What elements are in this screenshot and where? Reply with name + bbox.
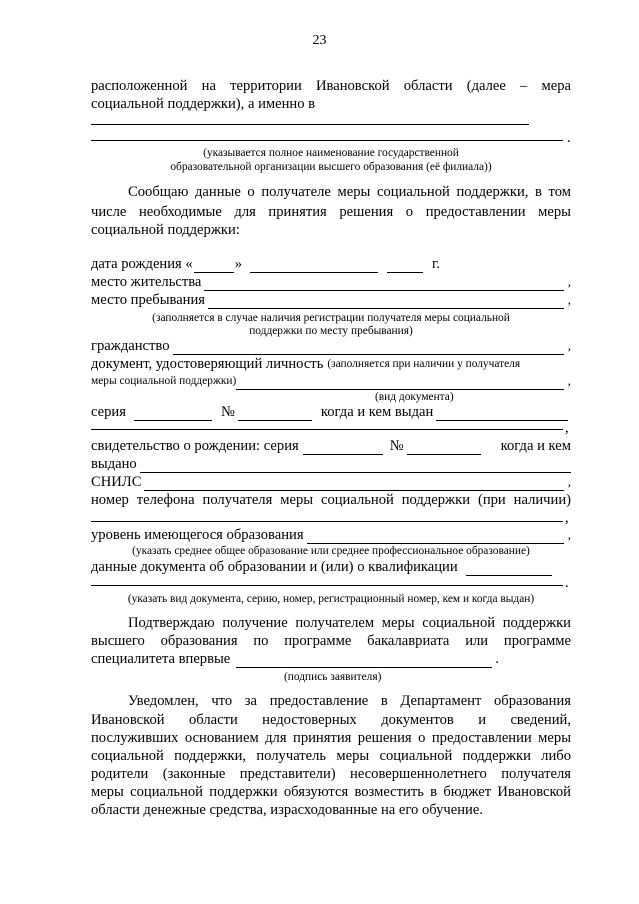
- birth-date-label: дата рождения «: [91, 256, 193, 272]
- birth-cert-issued-row: [91, 455, 571, 473]
- snils-row: [91, 473, 571, 491]
- notice-line-4: социальной поддержки, получатель меры социальной поддержки либо: [91, 748, 571, 764]
- confirm-line-1: Подтверждаю получение получателем меры социальной поддержки: [128, 615, 571, 631]
- edu-doc-field[interactable]: [466, 562, 552, 576]
- birth-year-field[interactable]: [387, 259, 423, 273]
- confirm-line-2: высшего образования по программе бакалавриата или программе: [91, 633, 571, 649]
- birth-cert-series-field[interactable]: [303, 441, 383, 455]
- stay-row: [91, 291, 571, 309]
- notice-line-3: послуживших основанием для принятия решения о предоставлении меры: [91, 730, 571, 746]
- id-doc-label: документ, удостоверяющий личность: [91, 356, 324, 372]
- series-label: серия: [91, 404, 126, 420]
- stay-hint-line-2: поддержки по месту пребывания): [249, 325, 413, 337]
- report-line-3: социальной поддержки:: [91, 222, 240, 238]
- birth-day-field[interactable]: [194, 259, 234, 273]
- residence-label: место жительства: [91, 274, 202, 290]
- intro-line-1: расположенной на территории Ивановской области (далее – мера: [91, 78, 571, 94]
- education-label: уровень имеющегося образования: [91, 527, 304, 543]
- signature-field[interactable]: [236, 654, 492, 668]
- birth-cert-issued-label: когда и кем: [500, 438, 571, 454]
- residence-row: [91, 273, 571, 291]
- page-number: 23: [312, 33, 327, 48]
- citizenship-row: [91, 337, 571, 355]
- birth-cert-issued-field[interactable]: [140, 459, 571, 473]
- issued-field-2[interactable]: [91, 429, 563, 430]
- id-doc-comma: ,: [567, 373, 571, 388]
- id-doc-row: [91, 355, 571, 373]
- id-doc-row-2: [91, 372, 571, 390]
- number-sign: №: [220, 404, 235, 420]
- org-hint-line-2: образовательной организации высшего образования (её филиала)): [170, 161, 492, 173]
- stay-hint-line-1: (заполняется в случае наличия регистрации получателя меры социальной: [152, 312, 510, 324]
- birth-cert-label: свидетельство о рождении: серия: [91, 438, 299, 454]
- report-line-2: числе необходимые для принятия решения о предоставлении меры: [91, 204, 571, 220]
- stay-field[interactable]: [208, 295, 564, 309]
- edu-doc-field-2[interactable]: [91, 585, 563, 586]
- issued-label: когда и кем выдан: [320, 404, 434, 420]
- intro-line-2: социальной поддержки), а именно в: [91, 96, 316, 112]
- citizenship-comma: ,: [567, 338, 571, 353]
- notice-line-6: меры социальной поддержки обязуются возместить в бюджет Ивановской: [91, 784, 571, 800]
- series-row: [91, 403, 571, 421]
- issued-comma: ,: [565, 420, 569, 436]
- birth-cert-issued-tail: выдано: [91, 456, 137, 472]
- citizenship-field[interactable]: [173, 341, 564, 355]
- id-doc-hint: (заполняется при наличии у получателя: [327, 358, 521, 370]
- edu-doc-label: данные документа об образовании и (или) о квалификации: [91, 559, 458, 575]
- birth-date-quote-close: »: [234, 256, 242, 272]
- stay-comma: ,: [567, 292, 571, 307]
- snils-comma: ,: [567, 474, 571, 489]
- number-field[interactable]: [238, 407, 312, 421]
- notice-line-7: области денежные средства, израсходованные на его обучение.: [91, 802, 483, 818]
- residence-comma: ,: [567, 274, 571, 289]
- birth-cert-number-sign: №: [389, 438, 404, 454]
- issued-field[interactable]: [436, 407, 568, 421]
- signature-hint: (подпись заявителя): [284, 671, 382, 683]
- education-comma: ,: [567, 527, 571, 542]
- edu-doc-row: [91, 558, 571, 576]
- id-doc-hint-2: меры социальной поддержки): [91, 375, 237, 387]
- phone-label: номер телефона получателя меры социальной поддержки (при наличии): [91, 492, 571, 508]
- birth-cert-row: [91, 437, 571, 455]
- notice-line-1: Уведомлен, что за предоставление в Департамент образования: [128, 693, 571, 709]
- org-field-period: .: [567, 130, 571, 146]
- signature-period: .: [495, 651, 499, 667]
- stay-label: место пребывания: [91, 292, 206, 308]
- birth-month-field[interactable]: [250, 259, 378, 273]
- org-hint-line-1: (указывается полное наименование государственной: [203, 147, 459, 159]
- report-line-1: Сообщаю данные о получателе меры социальной поддержки, в том: [128, 184, 571, 200]
- notice-line-5: родители (законные представители) несовершеннолетнего получателя: [91, 766, 571, 782]
- org-name-field-2[interactable]: [91, 140, 563, 141]
- residence-field[interactable]: [204, 277, 563, 291]
- notice-line-2: Ивановской области недостоверных документов и сведений,: [91, 712, 571, 728]
- series-field[interactable]: [134, 407, 212, 421]
- snils-field[interactable]: [144, 477, 563, 491]
- birth-cert-number-field[interactable]: [407, 441, 481, 455]
- phone-field[interactable]: [91, 521, 563, 522]
- citizenship-label: гражданство: [91, 338, 170, 354]
- confirm-line-3: специалитета впервые: [91, 651, 231, 667]
- doc-type-hint: (вид документа): [375, 391, 454, 403]
- phone-comma: ,: [565, 510, 569, 526]
- snils-label: СНИЛС: [91, 474, 142, 490]
- birth-date-row: [91, 255, 571, 273]
- year-suffix: г.: [432, 256, 440, 272]
- confirm-line-3-row: [91, 650, 571, 668]
- edu-doc-hint: (указать вид документа, серию, номер, регистрационный номер, кем и когда выдан): [127, 593, 535, 605]
- edu-doc-period: .: [565, 575, 569, 591]
- org-name-field-1[interactable]: [91, 124, 529, 125]
- education-hint: (указать среднее общее образование или среднее профессиональное образование): [132, 545, 530, 557]
